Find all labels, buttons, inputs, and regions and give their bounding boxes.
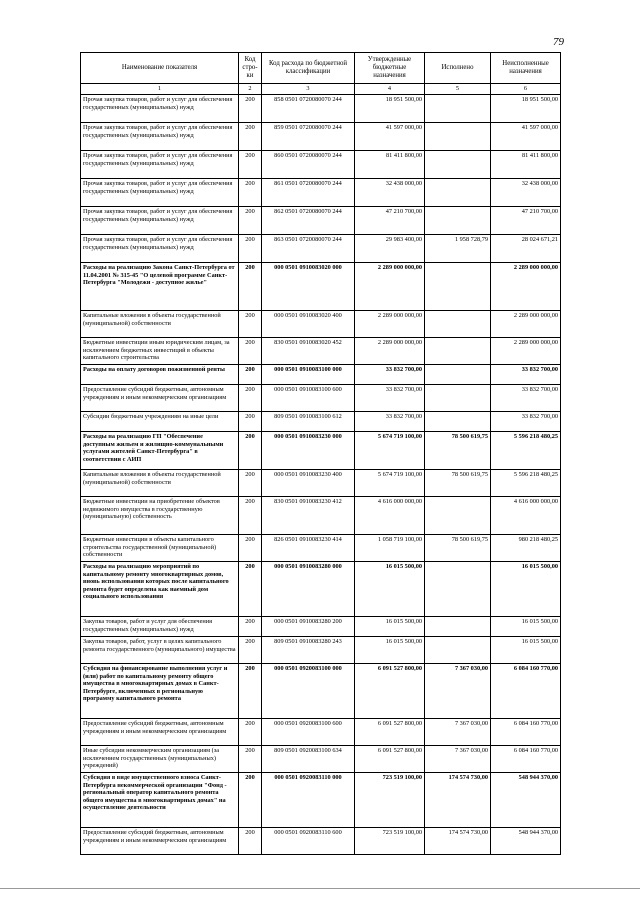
- cell-not-executed: 2 289 000 000,00: [491, 338, 561, 365]
- cell-budget-code: 000 0501 0920083110 000: [262, 773, 355, 828]
- cell-row-code: 200: [239, 562, 262, 617]
- cell-executed: [425, 151, 491, 179]
- cell-executed: [425, 365, 491, 385]
- cell-executed: 174 574 730,00: [425, 828, 491, 855]
- table-row: [81, 179, 561, 207]
- cell-approved: 5 674 719 100,00: [355, 432, 425, 470]
- cell-name: Прочая закупка товаров, работ и услуг для обеспечения государственных (муниципальных) нужд: [81, 179, 239, 207]
- cell-approved: 47 210 700,00: [355, 207, 425, 235]
- cell-row-code: 200: [239, 617, 262, 637]
- cell-budget-code: 000 0501 0920083110 600: [262, 828, 355, 855]
- cell-executed: 78 500 619,75: [425, 535, 491, 562]
- cell-row-code: 200: [239, 497, 262, 535]
- cell-row-code: 200: [239, 95, 262, 123]
- cell-row-code: 200: [239, 207, 262, 235]
- table-row: [81, 365, 561, 385]
- cell-name: Расходы на реализацию ГП "Обеспечение доступным жильем и жилищно-коммунальными услугами жителей Санкт-Петербурга" в соответствии с АИП: [81, 432, 239, 470]
- cell-not-executed: 548 944 370,00: [491, 773, 561, 828]
- cell-budget-code: 000 0501 0910083020 000: [262, 263, 355, 311]
- cell-name: Бюджетные инвестиции на приобретение объектов недвижимого имущества в государственную (муниципальную) собственность: [81, 497, 239, 535]
- cell-budget-code: 860 0501 0720080070 244: [262, 151, 355, 179]
- cell-executed: 1 958 728,79: [425, 235, 491, 263]
- cell-approved: 16 015 500,00: [355, 617, 425, 637]
- cell-name: Бюджетные инвестиции в объекты капитального строительства государственной (муниципальной) собственности: [81, 535, 239, 562]
- cell-not-executed: 2 289 000 000,00: [491, 263, 561, 311]
- cell-row-code: 200: [239, 179, 262, 207]
- cell-approved: 18 951 500,00: [355, 95, 425, 123]
- cell-row-code: 200: [239, 123, 262, 151]
- cell-executed: [425, 497, 491, 535]
- table-row: [81, 664, 561, 719]
- cell-row-code: 200: [239, 664, 262, 719]
- cell-approved: 16 015 500,00: [355, 637, 425, 664]
- table-row: [81, 123, 561, 151]
- cell-name: Прочая закупка товаров, работ и услуг для обеспечения государственных (муниципальных) нужд: [81, 207, 239, 235]
- cell-name: Расходы на оплату договоров пожизненной ренты: [81, 365, 239, 385]
- cell-row-code: 200: [239, 746, 262, 773]
- table-row: [81, 412, 561, 432]
- cell-budget-code: 830 0501 0910083230 412: [262, 497, 355, 535]
- cell-executed: [425, 385, 491, 412]
- column-number: 1: [81, 84, 239, 95]
- cell-not-executed: 16 015 500,00: [491, 562, 561, 617]
- cell-row-code: 200: [239, 385, 262, 412]
- cell-budget-code: 000 0501 0910083020 400: [262, 311, 355, 338]
- cell-budget-code: 809 0501 0910083280 243: [262, 637, 355, 664]
- cell-approved: 33 832 700,00: [355, 412, 425, 432]
- cell-executed: [425, 637, 491, 664]
- cell-approved: 6 091 527 800,00: [355, 664, 425, 719]
- cell-approved: 29 983 400,00: [355, 235, 425, 263]
- cell-budget-code: 000 0501 0910083230 400: [262, 470, 355, 497]
- cell-approved: 2 289 000 000,00: [355, 338, 425, 365]
- cell-row-code: 200: [239, 432, 262, 470]
- table-row: [81, 207, 561, 235]
- cell-not-executed: 5 596 218 480,25: [491, 470, 561, 497]
- cell-name: Предоставление субсидий бюджетным, автономным учреждениям и иным некоммерческим организациям: [81, 385, 239, 412]
- table-row: [81, 470, 561, 497]
- cell-row-code: 200: [239, 828, 262, 855]
- cell-name: Расходы на реализацию мероприятий по капитальному ремонту многоквартирных домов, вновь использования которых после капитального ремонта будет определена как наемный дом социального использования: [81, 562, 239, 617]
- cell-not-executed: 6 084 160 770,00: [491, 664, 561, 719]
- cell-not-executed: 16 015 500,00: [491, 637, 561, 664]
- cell-approved: 723 519 100,00: [355, 773, 425, 828]
- budget-execution-table: [80, 52, 561, 855]
- cell-name: Субсидия в виде имущественного взноса Санкт-Петербурга некоммерческой организации "Фонд - региональный оператор капитального ремонта общего имущества в многоквартирных домах" на осуществление деятельности: [81, 773, 239, 828]
- cell-not-executed: 41 597 000,00: [491, 123, 561, 151]
- cell-executed: [425, 338, 491, 365]
- cell-not-executed: 548 944 370,00: [491, 828, 561, 855]
- cell-budget-code: 000 0501 0920083100 000: [262, 664, 355, 719]
- cell-name: Прочая закупка товаров, работ и услуг для обеспечения государственных (муниципальных) нужд: [81, 151, 239, 179]
- cell-approved: 16 015 500,00: [355, 562, 425, 617]
- cell-executed: 174 574 730,00: [425, 773, 491, 828]
- table-row: [81, 385, 561, 412]
- table-row: [81, 263, 561, 311]
- cell-row-code: 200: [239, 151, 262, 179]
- cell-budget-code: 000 0501 0910083280 000: [262, 562, 355, 617]
- table-row: [81, 746, 561, 773]
- cell-approved: 723 519 100,00: [355, 828, 425, 855]
- cell-executed: [425, 617, 491, 637]
- cell-approved: 2 289 000 000,00: [355, 263, 425, 311]
- cell-approved: 32 438 000,00: [355, 179, 425, 207]
- cell-not-executed: 28 024 671,21: [491, 235, 561, 263]
- cell-not-executed: 980 218 480,25: [491, 535, 561, 562]
- cell-not-executed: 18 951 500,00: [491, 95, 561, 123]
- table-row: [81, 562, 561, 617]
- cell-name: Предоставление субсидий бюджетным, автономным учреждениям и иным некоммерческим организациям: [81, 719, 239, 746]
- table-row: [81, 95, 561, 123]
- cell-not-executed: 6 084 160 770,00: [491, 746, 561, 773]
- cell-budget-code: 862 0501 0720080070 244: [262, 207, 355, 235]
- cell-row-code: 200: [239, 235, 262, 263]
- cell-not-executed: 81 411 800,00: [491, 151, 561, 179]
- cell-name: Прочая закупка товаров, работ и услуг для обеспечения государственных (муниципальных) нужд: [81, 123, 239, 151]
- table-row: [81, 432, 561, 470]
- cell-approved: 1 058 719 100,00: [355, 535, 425, 562]
- cell-not-executed: 5 596 218 480,25: [491, 432, 561, 470]
- cell-not-executed: 33 832 700,00: [491, 412, 561, 432]
- cell-budget-code: 809 0501 0920083100 634: [262, 746, 355, 773]
- cell-name: Закупка товаров, работ, услуг в целях капитального ремонта государственного (муниципального) имущества: [81, 637, 239, 664]
- table-row: [81, 497, 561, 535]
- table-row: [81, 535, 561, 562]
- cell-executed: [425, 179, 491, 207]
- table-row: [81, 773, 561, 828]
- cell-budget-code: 000 0501 0910083100 600: [262, 385, 355, 412]
- header-name: Наименование показателя: [81, 53, 239, 84]
- cell-approved: 2 289 000 000,00: [355, 311, 425, 338]
- table-row: [81, 151, 561, 179]
- cell-row-code: 200: [239, 338, 262, 365]
- cell-budget-code: 000 0501 0910083280 200: [262, 617, 355, 637]
- cell-approved: 5 674 719 100,00: [355, 470, 425, 497]
- cell-executed: 7 367 030,00: [425, 746, 491, 773]
- table-row: [81, 637, 561, 664]
- cell-row-code: 200: [239, 773, 262, 828]
- cell-not-executed: 47 210 700,00: [491, 207, 561, 235]
- cell-executed: 7 367 030,00: [425, 719, 491, 746]
- cell-budget-code: 863 0501 0720080070 244: [262, 235, 355, 263]
- header-not-executed: Неисполненные назначения: [491, 53, 561, 84]
- column-number: 3: [262, 84, 355, 95]
- cell-executed: [425, 207, 491, 235]
- cell-approved: 4 616 000 000,00: [355, 497, 425, 535]
- cell-name: Иные субсидии некоммерческим организациям (за исключением государственных (муниципальных) учреждений): [81, 746, 239, 773]
- cell-row-code: 200: [239, 637, 262, 664]
- cell-executed: 78 500 619,75: [425, 432, 491, 470]
- cell-name: Капитальные вложения в объекты государственной (муниципальной) собственности: [81, 470, 239, 497]
- table-body: [81, 95, 561, 855]
- cell-row-code: 200: [239, 263, 262, 311]
- header-budget-code: Код расхода по бюджетной классификации: [262, 53, 355, 84]
- column-number-row: [81, 84, 561, 95]
- table-row: [81, 617, 561, 637]
- cell-row-code: 200: [239, 311, 262, 338]
- cell-name: Субсидии бюджетным учреждениям на иные цели: [81, 412, 239, 432]
- cell-approved: 6 091 527 800,00: [355, 719, 425, 746]
- header-row-code: Код стро-ки: [239, 53, 262, 84]
- cell-executed: 7 367 030,00: [425, 664, 491, 719]
- cell-budget-code: 861 0501 0720080070 244: [262, 179, 355, 207]
- table-row: [81, 828, 561, 855]
- cell-executed: 78 500 619,75: [425, 470, 491, 497]
- cell-approved: 6 091 527 800,00: [355, 746, 425, 773]
- cell-budget-code: 000 0501 0920083100 600: [262, 719, 355, 746]
- cell-budget-code: 809 0501 0910083100 612: [262, 412, 355, 432]
- cell-not-executed: 6 084 160 770,00: [491, 719, 561, 746]
- cell-budget-code: 858 0501 0720080070 244: [262, 95, 355, 123]
- cell-row-code: 200: [239, 412, 262, 432]
- cell-executed: [425, 263, 491, 311]
- cell-name: Предоставление субсидий бюджетным, автономным учреждениям и иным некоммерческим организациям: [81, 828, 239, 855]
- cell-executed: [425, 95, 491, 123]
- table-row: [81, 311, 561, 338]
- column-number: 5: [425, 84, 491, 95]
- cell-row-code: 200: [239, 719, 262, 746]
- column-number: 6: [491, 84, 561, 95]
- cell-name: Прочая закупка товаров, работ и услуг для обеспечения государственных (муниципальных) нужд: [81, 235, 239, 263]
- cell-row-code: 200: [239, 365, 262, 385]
- cell-not-executed: 33 832 700,00: [491, 385, 561, 412]
- cell-not-executed: 33 832 700,00: [491, 365, 561, 385]
- cell-row-code: 200: [239, 470, 262, 497]
- cell-name: Расходы на реализацию Закона Санкт-Петербурга от 11.04.2001 № 315-45 "О целевой программе Санкт-Петербурга "Молодежи - доступное жилье": [81, 263, 239, 311]
- cell-approved: 33 832 700,00: [355, 385, 425, 412]
- table-row: [81, 719, 561, 746]
- cell-executed: [425, 311, 491, 338]
- table-row: [81, 235, 561, 263]
- cell-approved: 41 597 000,00: [355, 123, 425, 151]
- table-header-row: [81, 53, 561, 84]
- table-row: [81, 338, 561, 365]
- cell-not-executed: 4 616 000 000,00: [491, 497, 561, 535]
- cell-name: Капитальные вложения в объекты государственной (муниципальной) собственности: [81, 311, 239, 338]
- cell-approved: 81 411 800,00: [355, 151, 425, 179]
- cell-budget-code: 000 0501 0910083100 000: [262, 365, 355, 385]
- cell-budget-code: 826 0501 0910083230 414: [262, 535, 355, 562]
- cell-executed: [425, 412, 491, 432]
- cell-not-executed: 2 289 000 000,00: [491, 311, 561, 338]
- header-approved: Утвержденные бюджетные назначения: [355, 53, 425, 84]
- cell-budget-code: 000 0501 0910083230 000: [262, 432, 355, 470]
- column-number: 2: [239, 84, 262, 95]
- page-bottom-rule: [0, 888, 640, 889]
- header-executed: Исполнено: [425, 53, 491, 84]
- cell-name: Бюджетные инвестиции иным юридическим лицам, за исключением бюджетных инвестиций в объекты капитального строительства: [81, 338, 239, 365]
- cell-executed: [425, 123, 491, 151]
- cell-not-executed: 16 015 500,00: [491, 617, 561, 637]
- cell-name: Субсидия на финансирование выполнения услуг и (или) работ по капитальному ремонту общего имущества в многоквартирных домах в Санкт-Петербурге, включенных в региональную программу капитального ремонта: [81, 664, 239, 719]
- cell-not-executed: 32 438 000,00: [491, 179, 561, 207]
- column-number: 4: [355, 84, 425, 95]
- cell-name: Закупка товаров, работ и услуг для обеспечения государственных (муниципальных) нужд: [81, 617, 239, 637]
- cell-row-code: 200: [239, 535, 262, 562]
- cell-budget-code: 830 0501 0910083020 452: [262, 338, 355, 365]
- cell-approved: 33 832 700,00: [355, 365, 425, 385]
- page-number: 79: [553, 36, 564, 48]
- cell-budget-code: 859 0501 0720080070 244: [262, 123, 355, 151]
- cell-executed: [425, 562, 491, 617]
- cell-name: Прочая закупка товаров, работ и услуг для обеспечения государственных (муниципальных) нужд: [81, 95, 239, 123]
